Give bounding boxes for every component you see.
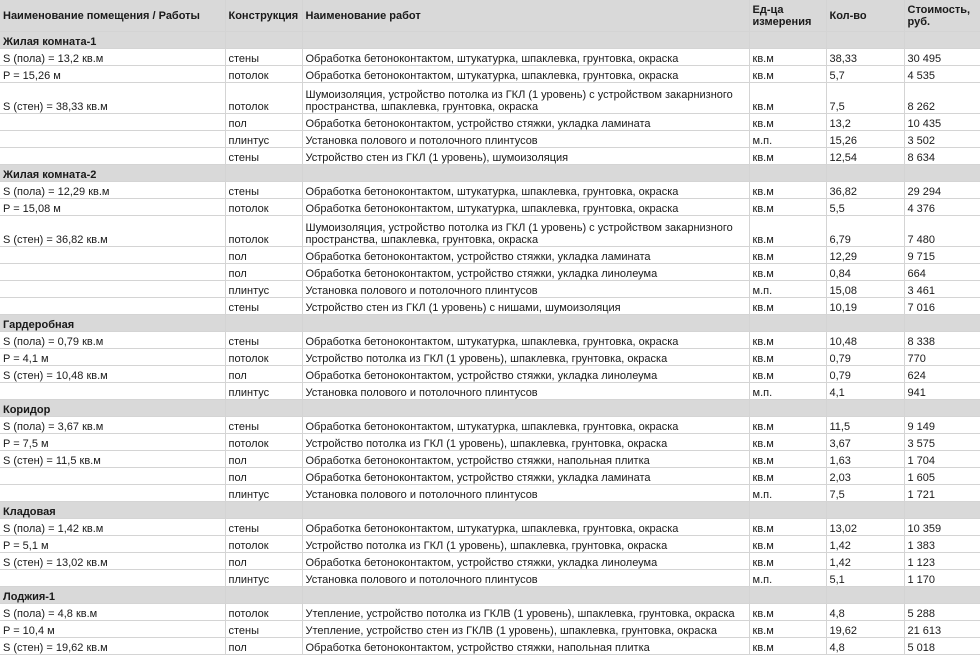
qty-cell: 7,5 — [826, 83, 904, 114]
qty-cell: 10,19 — [826, 298, 904, 315]
qty-cell: 5,7 — [826, 66, 904, 83]
unit-cell: кв.м — [749, 148, 826, 165]
section-empty-cell — [302, 32, 749, 49]
section-header-row — [0, 502, 980, 519]
table-row — [0, 281, 980, 298]
table-row — [0, 519, 980, 536]
qty-cell: 6,79 — [826, 216, 904, 247]
work-cell: Обработка бетоноконтактом, штукатурка, шпаклевка, грунтовка, окраска — [302, 199, 749, 216]
work-cell: Установка полового и потолочного плинтусов — [302, 485, 749, 502]
table-row — [0, 114, 980, 131]
cost-cell: 7 480 — [904, 216, 980, 247]
work-cell: Устройство стен из ГКЛ (1 уровень) с нишами, шумоизоляция — [302, 298, 749, 315]
cost-cell: 1 123 — [904, 553, 980, 570]
work-cell: Обработка бетоноконтактом, устройство стяжки, напольная плитка — [302, 638, 749, 655]
room-info-cell — [0, 131, 225, 148]
cost-cell: 5 018 — [904, 638, 980, 655]
section-title: Кладовая — [0, 502, 225, 519]
section-empty-cell — [749, 502, 826, 519]
cost-cell: 5 288 — [904, 604, 980, 621]
work-cell: Устройство потолка из ГКЛ (1 уровень), шпаклевка, грунтовка, окраска — [302, 536, 749, 553]
unit-cell: м.п. — [749, 570, 826, 587]
table-row — [0, 182, 980, 199]
section-empty-cell — [826, 587, 904, 604]
section-title: Гардеробная — [0, 315, 225, 332]
room-info-cell: S (стен) = 36,82 кв.м — [0, 216, 225, 247]
table-row — [0, 216, 980, 247]
construction-cell: плинтус — [225, 485, 302, 502]
cost-cell: 1 704 — [904, 451, 980, 468]
section-empty-cell — [302, 502, 749, 519]
construction-cell: стены — [225, 519, 302, 536]
section-empty-cell — [302, 400, 749, 417]
qty-cell: 38,33 — [826, 49, 904, 66]
section-empty-cell — [225, 165, 302, 182]
cost-cell: 1 721 — [904, 485, 980, 502]
table-row — [0, 638, 980, 655]
section-title: Коридор — [0, 400, 225, 417]
construction-cell: пол — [225, 247, 302, 264]
work-cell: Утепление, устройство потолка из ГКЛВ (1 уровень), шпаклевка, грунтовка, окраска — [302, 604, 749, 621]
work-cell: Обработка бетоноконтактом, устройство стяжки, укладка линолеума — [302, 553, 749, 570]
section-empty-cell — [225, 587, 302, 604]
qty-cell: 5,1 — [826, 570, 904, 587]
table-row — [0, 366, 980, 383]
work-cell: Установка полового и потолочного плинтусов — [302, 131, 749, 148]
room-info-cell: S (стен) = 13,02 кв.м — [0, 553, 225, 570]
section-empty-cell — [904, 400, 980, 417]
construction-cell: пол — [225, 468, 302, 485]
section-empty-cell — [904, 315, 980, 332]
table-row — [0, 570, 980, 587]
room-info-cell: P = 10,4 м — [0, 621, 225, 638]
cost-cell: 7 016 — [904, 298, 980, 315]
room-info-cell: S (пола) = 13,2 кв.м — [0, 49, 225, 66]
construction-cell: стены — [225, 182, 302, 199]
table-row — [0, 553, 980, 570]
table-row — [0, 349, 980, 366]
section-empty-cell — [904, 587, 980, 604]
construction-cell: плинтус — [225, 383, 302, 400]
work-cell: Обработка бетоноконтактом, штукатурка, шпаклевка, грунтовка, окраска — [302, 519, 749, 536]
room-info-cell — [0, 383, 225, 400]
section-empty-cell — [749, 315, 826, 332]
unit-cell: кв.м — [749, 332, 826, 349]
section-empty-cell — [225, 315, 302, 332]
unit-cell: кв.м — [749, 451, 826, 468]
room-info-cell: S (пола) = 1,42 кв.м — [0, 519, 225, 536]
section-empty-cell — [225, 502, 302, 519]
cost-cell: 3 575 — [904, 434, 980, 451]
unit-cell: кв.м — [749, 264, 826, 281]
work-cell: Шумоизоляция, устройство потолка из ГКЛ (1 уровень) с устройством закарнизного пространства, шпаклевка, грунтовка, окраска — [302, 83, 749, 114]
unit-cell: кв.м — [749, 199, 826, 216]
construction-cell: потолок — [225, 199, 302, 216]
section-empty-cell — [826, 165, 904, 182]
room-info-cell — [0, 114, 225, 131]
table-row — [0, 131, 980, 148]
qty-cell: 1,63 — [826, 451, 904, 468]
construction-cell: стены — [225, 298, 302, 315]
room-info-cell: S (стен) = 19,62 кв.м — [0, 638, 225, 655]
unit-cell: кв.м — [749, 366, 826, 383]
section-empty-cell — [826, 502, 904, 519]
cost-cell: 624 — [904, 366, 980, 383]
qty-cell: 1,42 — [826, 553, 904, 570]
unit-cell: кв.м — [749, 434, 826, 451]
work-cell: Устройство стен из ГКЛ (1 уровень), шумоизоляция — [302, 148, 749, 165]
section-empty-cell — [826, 400, 904, 417]
work-cell: Обработка бетоноконтактом, устройство стяжки, укладка линолеума — [302, 366, 749, 383]
unit-cell: м.п. — [749, 281, 826, 298]
qty-cell: 0,84 — [826, 264, 904, 281]
construction-cell: пол — [225, 638, 302, 655]
header-unit: Ед-ца измерения — [749, 0, 826, 32]
section-header-row — [0, 400, 980, 417]
room-info-cell: S (стен) = 38,33 кв.м — [0, 83, 225, 114]
room-info-cell: P = 7,5 м — [0, 434, 225, 451]
qty-cell: 7,5 — [826, 485, 904, 502]
section-empty-cell — [904, 502, 980, 519]
cost-cell: 4 535 — [904, 66, 980, 83]
unit-cell: кв.м — [749, 83, 826, 114]
table-row — [0, 247, 980, 264]
unit-cell: кв.м — [749, 49, 826, 66]
room-info-cell: S (пола) = 4,8 кв.м — [0, 604, 225, 621]
section-empty-cell — [749, 32, 826, 49]
work-cell: Обработка бетоноконтактом, штукатурка, шпаклевка, грунтовка, окраска — [302, 66, 749, 83]
table-row — [0, 604, 980, 621]
table-row — [0, 332, 980, 349]
table-row — [0, 536, 980, 553]
qty-cell: 19,62 — [826, 621, 904, 638]
cost-cell: 10 435 — [904, 114, 980, 131]
room-info-cell — [0, 570, 225, 587]
qty-cell: 3,67 — [826, 434, 904, 451]
work-cell: Установка полового и потолочного плинтусов — [302, 570, 749, 587]
room-info-cell: P = 15,08 м — [0, 199, 225, 216]
construction-cell: пол — [225, 553, 302, 570]
construction-cell: потолок — [225, 83, 302, 114]
cost-cell: 3 461 — [904, 281, 980, 298]
unit-cell: кв.м — [749, 298, 826, 315]
qty-cell: 13,02 — [826, 519, 904, 536]
table-row — [0, 451, 980, 468]
construction-cell: пол — [225, 264, 302, 281]
unit-cell: кв.м — [749, 349, 826, 366]
room-info-cell: S (пола) = 0,79 кв.м — [0, 332, 225, 349]
table-row — [0, 485, 980, 502]
qty-cell: 4,8 — [826, 638, 904, 655]
section-empty-cell — [749, 165, 826, 182]
unit-cell: кв.м — [749, 604, 826, 621]
unit-cell: кв.м — [749, 536, 826, 553]
qty-cell: 5,5 — [826, 199, 904, 216]
table-row — [0, 621, 980, 638]
construction-cell: потолок — [225, 536, 302, 553]
table-row — [0, 83, 980, 114]
unit-cell: кв.м — [749, 182, 826, 199]
work-cell: Обработка бетоноконтактом, штукатурка, шпаклевка, грунтовка, окраска — [302, 49, 749, 66]
work-cell: Шумоизоляция, устройство потолка из ГКЛ (1 уровень) с устройством закарнизного пространства, шпаклевка, грунтовка, окраска — [302, 216, 749, 247]
unit-cell: м.п. — [749, 383, 826, 400]
cost-cell: 1 383 — [904, 536, 980, 553]
construction-cell: пол — [225, 451, 302, 468]
table-row — [0, 66, 980, 83]
table-row — [0, 298, 980, 315]
table-header — [0, 0, 980, 32]
cost-cell: 8 262 — [904, 83, 980, 114]
section-empty-cell — [826, 32, 904, 49]
room-info-cell — [0, 298, 225, 315]
work-cell: Обработка бетоноконтактом, устройство стяжки, укладка ламината — [302, 468, 749, 485]
table-row — [0, 468, 980, 485]
cost-cell: 9 715 — [904, 247, 980, 264]
cost-cell: 10 359 — [904, 519, 980, 536]
construction-cell: стены — [225, 148, 302, 165]
room-info-cell — [0, 281, 225, 298]
section-title: Жилая комната-1 — [0, 32, 225, 49]
unit-cell: кв.м — [749, 468, 826, 485]
work-cell: Обработка бетоноконтактом, устройство стяжки, укладка линолеума — [302, 264, 749, 281]
room-info-cell: P = 4,1 м — [0, 349, 225, 366]
cost-cell: 21 613 — [904, 621, 980, 638]
table-row — [0, 434, 980, 451]
table-row — [0, 417, 980, 434]
section-empty-cell — [302, 587, 749, 604]
section-header-row — [0, 587, 980, 604]
construction-cell: стены — [225, 49, 302, 66]
table-row — [0, 49, 980, 66]
unit-cell: м.п. — [749, 131, 826, 148]
work-cell: Обработка бетоноконтактом, устройство стяжки, укладка ламината — [302, 247, 749, 264]
unit-cell: кв.м — [749, 417, 826, 434]
construction-cell: потолок — [225, 216, 302, 247]
unit-cell: кв.м — [749, 216, 826, 247]
work-cell: Обработка бетоноконтактом, штукатурка, шпаклевка, грунтовка, окраска — [302, 417, 749, 434]
header-cost: Стоимость, руб. — [904, 0, 980, 32]
construction-cell: потолок — [225, 434, 302, 451]
table-row — [0, 383, 980, 400]
cost-cell: 664 — [904, 264, 980, 281]
qty-cell: 36,82 — [826, 182, 904, 199]
work-cell: Утепление, устройство стен из ГКЛВ (1 уровень), шпаклевка, грунтовка, окраска — [302, 621, 749, 638]
section-title: Лоджия-1 — [0, 587, 225, 604]
construction-cell: плинтус — [225, 570, 302, 587]
work-cell: Обработка бетоноконтактом, устройство стяжки, укладка ламината — [302, 114, 749, 131]
section-empty-cell — [225, 32, 302, 49]
header-work: Наименование работ — [302, 0, 749, 32]
qty-cell: 1,42 — [826, 536, 904, 553]
cost-cell: 29 294 — [904, 182, 980, 199]
work-cell: Установка полового и потолочного плинтусов — [302, 281, 749, 298]
qty-cell: 4,8 — [826, 604, 904, 621]
unit-cell: кв.м — [749, 66, 826, 83]
header-construction: Конструкция — [225, 0, 302, 32]
section-header-row — [0, 315, 980, 332]
room-info-cell — [0, 264, 225, 281]
room-info-cell: S (стен) = 11,5 кв.м — [0, 451, 225, 468]
qty-cell: 11,5 — [826, 417, 904, 434]
table-row — [0, 148, 980, 165]
section-empty-cell — [749, 400, 826, 417]
qty-cell: 10,48 — [826, 332, 904, 349]
construction-cell: пол — [225, 366, 302, 383]
qty-cell: 15,26 — [826, 131, 904, 148]
room-info-cell: P = 15,26 м — [0, 66, 225, 83]
room-info-cell — [0, 468, 225, 485]
work-cell: Обработка бетоноконтактом, штукатурка, шпаклевка, грунтовка, окраска — [302, 332, 749, 349]
cost-cell: 8 338 — [904, 332, 980, 349]
header-qty: Кол-во — [826, 0, 904, 32]
unit-cell: кв.м — [749, 553, 826, 570]
construction-cell: плинтус — [225, 281, 302, 298]
room-info-cell: S (стен) = 10,48 кв.м — [0, 366, 225, 383]
qty-cell: 4,1 — [826, 383, 904, 400]
construction-cell: потолок — [225, 66, 302, 83]
unit-cell: кв.м — [749, 638, 826, 655]
unit-cell: кв.м — [749, 519, 826, 536]
section-empty-cell — [826, 315, 904, 332]
qty-cell: 0,79 — [826, 349, 904, 366]
section-empty-cell — [904, 32, 980, 49]
table-row — [0, 199, 980, 216]
section-empty-cell — [904, 165, 980, 182]
construction-cell: стены — [225, 417, 302, 434]
section-empty-cell — [749, 587, 826, 604]
section-empty-cell — [225, 400, 302, 417]
construction-cell: потолок — [225, 604, 302, 621]
cost-cell: 8 634 — [904, 148, 980, 165]
header-room: Наименование помещения / Работы — [0, 0, 225, 32]
section-header-row — [0, 32, 980, 49]
unit-cell: кв.м — [749, 621, 826, 638]
construction-cell: плинтус — [225, 131, 302, 148]
room-info-cell — [0, 485, 225, 502]
cost-cell: 1 170 — [904, 570, 980, 587]
room-info-cell — [0, 247, 225, 264]
work-cell: Устройство потолка из ГКЛ (1 уровень), шпаклевка, грунтовка, окраска — [302, 349, 749, 366]
qty-cell: 13,2 — [826, 114, 904, 131]
construction-cell: стены — [225, 332, 302, 349]
work-cell: Обработка бетоноконтактом, устройство стяжки, напольная плитка — [302, 451, 749, 468]
qty-cell: 15,08 — [826, 281, 904, 298]
room-info-cell: S (пола) = 3,67 кв.м — [0, 417, 225, 434]
room-info-cell — [0, 148, 225, 165]
cost-cell: 941 — [904, 383, 980, 400]
cost-cell: 4 376 — [904, 199, 980, 216]
section-header-row — [0, 165, 980, 182]
work-cell: Обработка бетоноконтактом, штукатурка, шпаклевка, грунтовка, окраска — [302, 182, 749, 199]
cost-cell: 1 605 — [904, 468, 980, 485]
qty-cell: 0,79 — [826, 366, 904, 383]
section-title: Жилая комната-2 — [0, 165, 225, 182]
construction-cell: потолок — [225, 349, 302, 366]
unit-cell: кв.м — [749, 247, 826, 264]
construction-cell: пол — [225, 114, 302, 131]
section-empty-cell — [302, 165, 749, 182]
section-empty-cell — [302, 315, 749, 332]
cost-cell: 9 149 — [904, 417, 980, 434]
work-cell: Установка полового и потолочного плинтусов — [302, 383, 749, 400]
room-info-cell: S (пола) = 12,29 кв.м — [0, 182, 225, 199]
cost-cell: 3 502 — [904, 131, 980, 148]
construction-cell: стены — [225, 621, 302, 638]
table-row — [0, 264, 980, 281]
qty-cell: 12,29 — [826, 247, 904, 264]
work-cell: Устройство потолка из ГКЛ (1 уровень), шпаклевка, грунтовка, окраска — [302, 434, 749, 451]
unit-cell: кв.м — [749, 114, 826, 131]
qty-cell: 2,03 — [826, 468, 904, 485]
cost-cell: 30 495 — [904, 49, 980, 66]
cost-cell: 770 — [904, 349, 980, 366]
qty-cell: 12,54 — [826, 148, 904, 165]
unit-cell: м.п. — [749, 485, 826, 502]
room-info-cell: P = 5,1 м — [0, 536, 225, 553]
table-body — [0, 32, 980, 655]
